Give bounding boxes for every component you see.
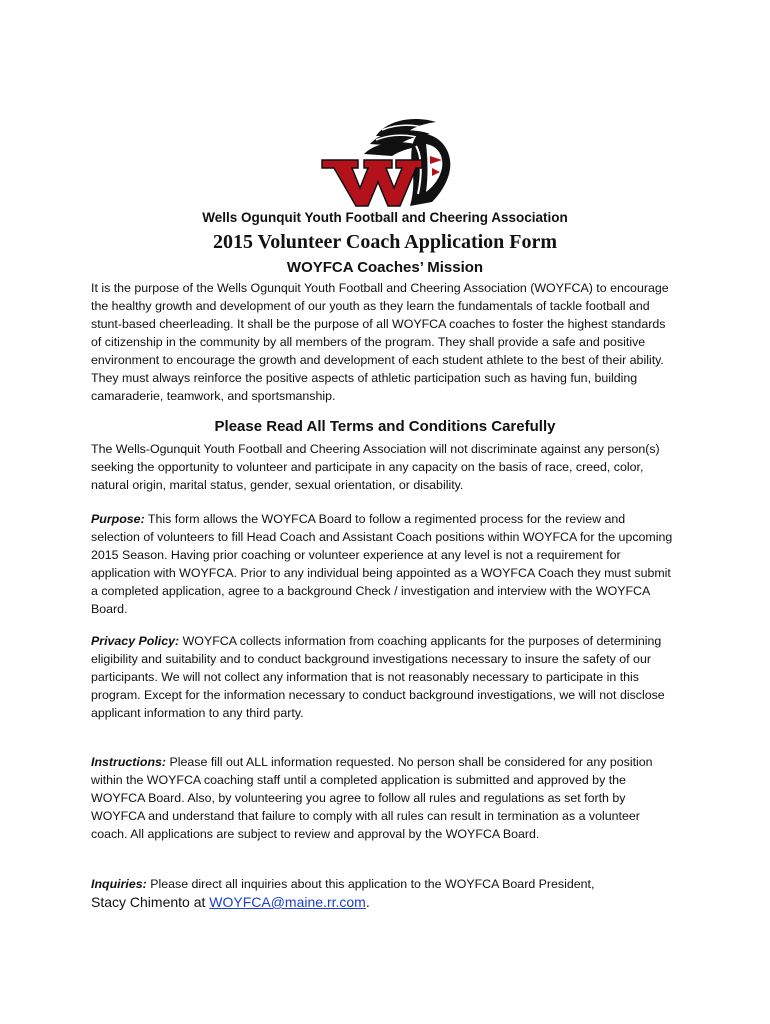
instructions-paragraph [91, 753, 676, 843]
instructions-text: Please fill out ALL information requested. No person shall be considered for any position within the WOYFCA coaching staff until a completed application is submitted and approved by the WOYFCA Board. Also, by volunteering you agree to follow all rules and regulations as set forth by WOYFCA and understand that failure to comply with all rules can result in termination as a volunteer coach. All applications are subject to review and approval by the WOYFCA Board. [91, 755, 653, 841]
form-title: 2015 Volunteer Coach Application Form [212, 231, 558, 253]
team-logo-icon [318, 116, 464, 208]
instructions-label: Instructions: [91, 755, 167, 769]
privacy-label: Privacy Policy: [91, 634, 180, 648]
organization-name: Wells Ogunquit Youth Football and Cheering Association [202, 210, 568, 225]
purpose-paragraph [91, 510, 676, 618]
email-link[interactable]: WOYFCA@maine.rr.com [209, 894, 366, 910]
inquiries-label: Inquiries: [91, 877, 147, 891]
inquiries-paragraph [91, 875, 676, 912]
purpose-text: This form allows the WOYFCA Board to follow a regimented process for the review and selection of volunteers to fill Head Coach and Assistant Coach positions within WOYFCA for the upcoming 2015 Season. Having prior coaching or volunteer experience at any level is not a requirement for application with WOYFCA. Prior to any individual being appointed as a WOYFCA Coach they must submit a completed application, agree to a background Check / investigation and interview with the WOYFCA Board. [91, 512, 673, 616]
contact-prefix: Stacy Chimento at [91, 894, 210, 910]
mission-heading: WOYFCA Coaches’ Mission [286, 259, 484, 276]
purpose-label: Purpose: [91, 512, 145, 526]
terms-heading: Please Read All Terms and Conditions Carefully [214, 418, 556, 435]
contact-suffix: . [365, 894, 370, 910]
privacy-text: WOYFCA collects information from coaching applicants for the purposes of determining eligibility and suitability and to conduct background investigations necessary to insure the safety of our participants. We will not collect any information that is not reasonably necessary to participate in this program. Except for the information necessary to conduct background investigations, we will not disclose applicant information to any third party. [91, 634, 665, 720]
terms-intro-paragraph: The Wells-Ogunquit Youth Football and Cheering Association will not discriminate against any person(s) seeking the opportunity to volunteer and participate in any capacity on the basis of race, creed, color, natural origin, marital status, gender, sexual orientation, or disability. [91, 442, 660, 492]
inquiries-text: Please direct all inquiries about this application to the WOYFCA Board President, [146, 877, 595, 891]
mission-paragraph: It is the purpose of the Wells Ogunquit Youth Football and Cheering Association (WOYFCA) to encourage the healthy growth and development of our youth as they learn the fundamentals of tackle football and stunt-based cheerleading. It shall be the purpose of all WOYFCA coaches to foster the highest standards of citizenship in the community by all members of the program. They shall provide a safe and positive environment to encourage the growth and development of each student athlete to the best of their ability. They must always reinforce the positive aspects of athletic participation such as having fun, building camaraderie, teamwork, and sportsmanship. [91, 281, 669, 403]
privacy-paragraph [91, 632, 676, 722]
